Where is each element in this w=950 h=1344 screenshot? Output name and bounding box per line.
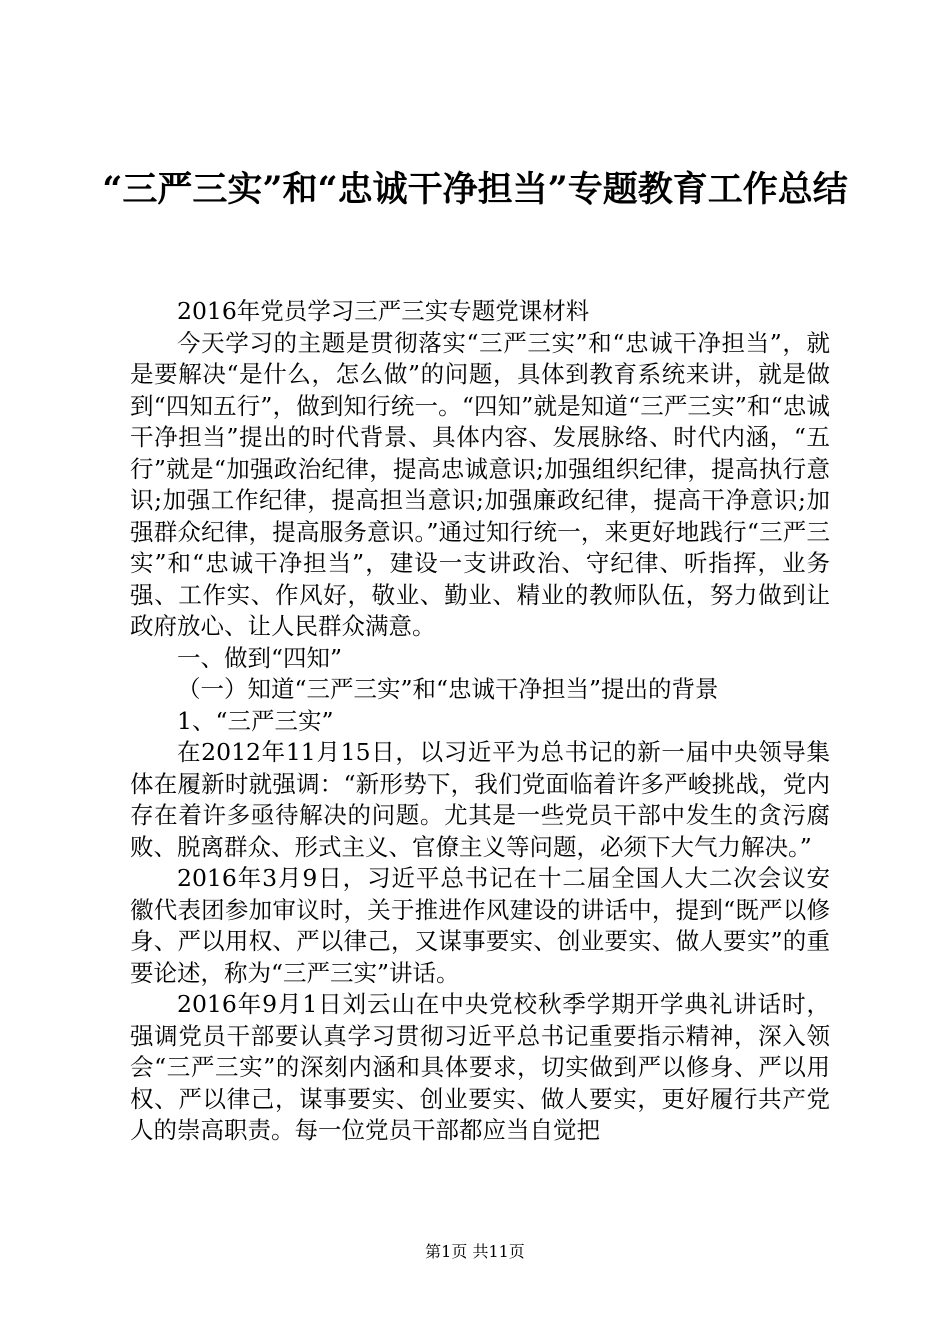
body-paragraph: 在2012年11月15日，以习近平为总书记的新一届中央领导集体在履新时就强调：“新形势下，我们党面临着许多严峻挑战，党内存在着许多亟待解决的问题。尤其是一些党员干部中发生的贪污腐败、脱离群众、形式主义、官僚主义等问题，必须下大气力解决。” (130, 738, 830, 861)
subtitle-paragraph: 2016年党员学习三严三实专题党课材料 (177, 297, 590, 325)
document-body (130, 296, 830, 1147)
body-paragraph: 2016年3月9日，习近平总书记在十二届全国人大二次会议安徽代表团参加审议时，关于推进作风建设的讲话中，提到“既严以修身、严以用权、严以律己，又谋事要实、创业要实、做人要实”的重要论述，称为“三严三实”讲话。 (130, 864, 830, 987)
item-heading: 1、“三严三实” (177, 706, 334, 735)
page-number-footer: 第1页 共11页 (425, 1242, 525, 1261)
document-title: “三严三实”和“忠诚干净担当”专题教育工作总结 (102, 169, 848, 210)
section-heading: 一、做到“四知” (177, 643, 343, 672)
subsection-heading: （一）知道“三严三实”和“忠诚干净担当”提出的背景 (177, 675, 719, 703)
body-paragraph: 今天学习的主题是贯彻落实“三严三实”和“忠诚干净担当”，就是要解决“是什么，怎么做”的问题，具体到教育系统来讲，就是做到“四知五行”，做到知行统一。“四知”就是知道“三严三实”和“忠诚干净担当”提出的时代背景、具体内容、发展脉络、时代内涵，“五行”就是“加强政治纪律，提高忠诚意识;加强组织纪律，提高执行意识;加强工作纪律，提高担当意识;加强廉政纪律，提高干净意识;加强群众纪律，提高服务意识。”通过知行统一，来更好地践行“三严三实”和“忠诚干净担当”，建设一支讲政治、守纪律、听指挥，业务强、工作实、作风好，敬业、勤业、精业的教师队伍，努力做到让政府放心、让人民群众满意。 (130, 328, 830, 640)
body-paragraph: 2016年9月1日刘云山在中央党校秋季学期开学典礼讲话时，强调党员干部要认真学习贯彻习近平总书记重要指示精神，深入领会“三严三实”的深刻内涵和具体要求，切实做到严以修身、严以用权、严以律己，谋事要实、创业要实、做人要实，更好履行共产党人的崇高职责。每一位党员干部都应当自觉把 (130, 990, 830, 1144)
